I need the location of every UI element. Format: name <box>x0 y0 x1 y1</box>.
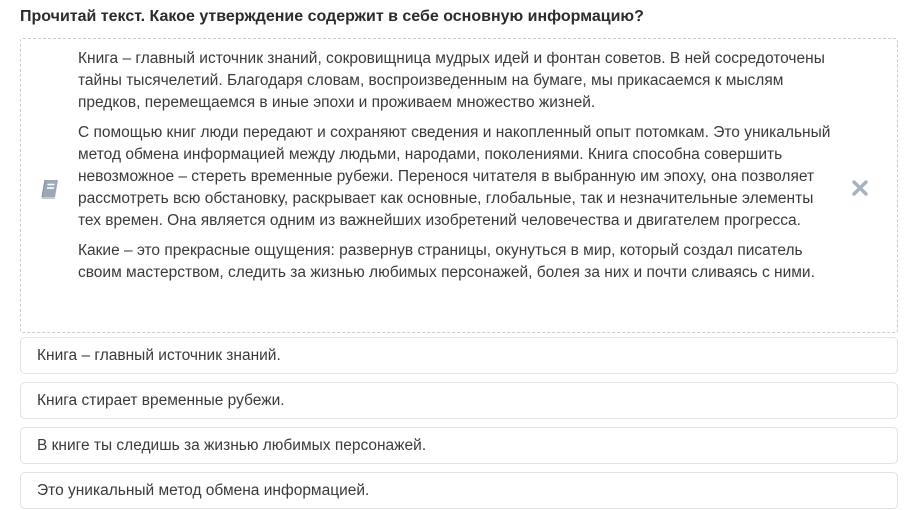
answer-option-4[interactable] <box>20 472 898 509</box>
passage-paragraph: С помощью книг люди передают и сохраняют сведения и накопленный опыт потомкам. Это уникальный метод обмена информацией между людьми, народами, поколениями. Книга способна совершить невозможное – стереть временные рубежи. Перенося читателя в выбранную им эпоху, она позволяет рассмотреть всю обстановку, раскрывает как основные, глобальные, так и незначительные элементы тех времен. Она является одним из важнейших изобретений человечества и двигателем прогресса. <box>78 124 831 229</box>
answer-option-label: Книга – главный источник знаний. <box>37 347 281 364</box>
answer-option-label: Книга стирает временные рубежи. <box>37 392 285 409</box>
question-title: Прочитай текст. Какое утверждение содержит в себе основную информацию? <box>20 8 644 25</box>
passage-box <box>20 38 898 333</box>
close-icon[interactable] <box>849 177 871 199</box>
book-icon <box>39 178 61 200</box>
passage-text <box>78 48 838 292</box>
answer-option-label: Это уникальный метод обмена информацией. <box>37 482 370 499</box>
answer-option-2[interactable] <box>20 382 898 419</box>
passage-paragraph: Книга – главный источник знаний, сокровищница мудрых идей и фонтан советов. В ней сосредоточены тайны тысячелетий. Благодаря словам, воспроизведенным на бумаге, мы прикасаемся к мыслям предков, перемещаемся в иные эпохи и проживаем множество жизней. <box>78 50 825 111</box>
passage-paragraph: Какие – это прекрасные ощущения: развернув страницы, окунуться в мир, который создал писатель своим мастерством, следить за жизнью любимых персонажей, болея за них и почти сливаясь с ними. <box>78 242 815 281</box>
answer-option-3[interactable] <box>20 427 898 464</box>
answer-option-1[interactable] <box>20 337 898 374</box>
answer-option-label: В книге ты следишь за жизнью любимых персонажей. <box>37 437 427 454</box>
